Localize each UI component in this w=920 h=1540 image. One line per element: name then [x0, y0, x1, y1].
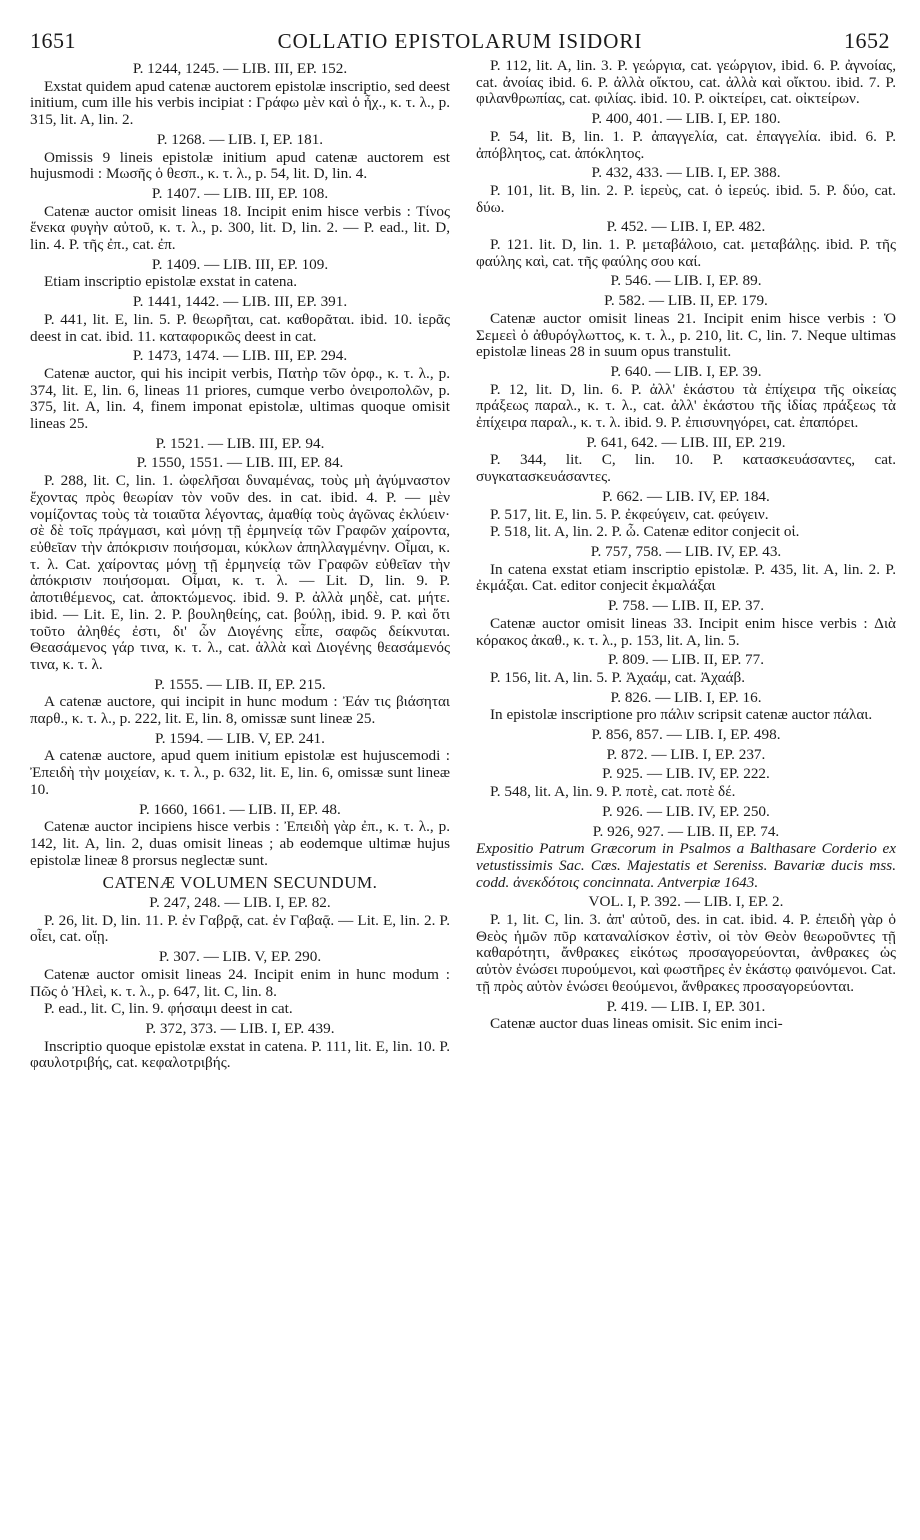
paragraph: In epistolæ inscriptione pro πάλιν scripsit catenæ auctor πάλαι.: [490, 706, 873, 724]
italic-paragraph: Expositio Patrum Græcorum in Psalmos a Balthasare Corderio ex vetustissimis Sac. Cæs. Majestatis et Sereniss. Bavariæ ducis mss. codd. ἀνεκδότοις concinnata. Antverpiæ 1643.: [476, 840, 896, 891]
left-column: [30, 58, 450, 1073]
paragraph: Catenæ auctor omisit lineas 24. Incipit enim in hunc modum : Πῶς ὁ Ἠλεὶ, κ. τ. λ., p. 647, lit. C, lin. 8.: [30, 965, 450, 1000]
entry-heading: P. 1268. — LIB. I, EP. 181.: [156, 130, 324, 148]
paragraph: P. 288, lit. C, lin. 1. ὠφελῆσαι δυναμένας, τοὺς μὴ ἀγύμναστον ἔχοντας πρὸς θεωρίαν τὸν νοῦν des. in cat. ibid. 4. P. — μὲν νομίζοντας τοὺς τὰ τοιαῦτα λέγοντας, ἀμαθίᾳ τοὺς ἀγῶνας ἐκλύειν· σὲ δὲ τοῖς πράγμασι, καὶ μόνῃ τῇ ἑρμηνείᾳ τῶν Γραφῶν χαίροντα, εὐθεῖαν τὴν ἀπόκρισιν ποιήσομαι, κύκλων ἀπηλλαγμένην. Οἶμαι, κ. τ. λ. Cat. χαίροντας μόνῃ τῇ ἑρμηνείᾳ τῶν Γραφῶν εὐθεῖαν τὴν ἀπόκρισιν ποιήσομαι. Οἶμαι, κ. τ. λ. — Lit. D, lin. 9. P. ἀποτιθέμενος, cat. ἀποκτώμενος. ibid. 9. P. ἀλλὰ μηδὲ, cat. μήτε. ibid. — Lit. E, lin. 2. P. βουληθείης, cat. βούλῃ, ibid. 9. P. καὶ ὅτι τοῦτο ἀληθές ἐστι, δι' ὧν Διογένης εἶπε, σαφῶς δείκνυται. Θεασάμενος γάρ τινα, κ. τ. λ., cat. ἀλλὰ καὶ Διογένης θεασάμενός τινα, κ. τ. λ.: [30, 472, 450, 673]
paragraph: P. 156, lit. A, lin. 5. P. Ἀχαάμ, cat. Ἀχαάβ.: [490, 668, 746, 686]
paragraph: Inscriptio quoque epistolæ exstat in catena. P. 111, lit. E, lin. 10. P. φαυλοτριβής, cat. κεφαλοτριβής.: [30, 1037, 450, 1072]
paragraph: P. 26, lit. D, lin. 11. P. ἐν Γαβρᾷ, cat. ἐν Γαβαᾷ. — Lit. E, lin. 2. P. οἶει, cat. οἴῃ.: [30, 911, 450, 946]
right-column: [476, 58, 896, 1034]
paragraph: Etiam inscriptio epistolæ exstat in catena.: [44, 273, 298, 291]
entry-heading: P. 641, 642. — LIB. III, EP. 219.: [586, 433, 786, 451]
entry-heading: P. 247, 248. — LIB. I, EP. 82.: [149, 894, 331, 912]
entry-heading: P. 1550, 1551. — LIB. III, EP. 84.: [136, 454, 344, 472]
paragraph: P. 12, lit. D, lin. 6. P. ἀλλ' ἑκάστου τὰ ἐπίχειρα τῆς οἰκείας πράξεως παραλ., κ. τ. λ., cat. ἀλλ' ἑκάστου τῆς ἰδίας πράξεως τὰ ἐπίχειρα παραλ., κ. τ. λ. ibid. 9. P. ἐπισυνηγόρει, cat. ἐπαπόρει.: [476, 380, 896, 432]
paragraph: P. 548, lit. A, lin. 9. P. ποτὲ, cat. ποτὲ δέ.: [490, 783, 736, 801]
paragraph: Catenæ auctor omisit lineas 33. Incipit enim hisce verbis : Διὰ κόρακος ἀκαθ., κ. τ. λ., p. 153, lit. A, lin. 5.: [476, 614, 896, 649]
entry-heading: P. 757, 758. — LIB. IV, EP. 43.: [590, 542, 782, 560]
entry-heading: P. 926, 927. — LIB. II, EP. 74.: [592, 822, 780, 840]
running-title: COLLATIO EPISTOLARUM ISIDORI: [277, 29, 643, 53]
entry-heading: P. 872. — LIB. I, EP. 237.: [606, 745, 766, 763]
paragraph: P. 112, lit. A, lin. 3. P. γεώργια, cat. γεώργιον, ibid. 6. P. ἀγνοίας, cat. ἀνοίας ibid. 6. P. ἀλλὰ οἴκτου, cat. ἀλλὰ καὶ οἴκτου. ibid. 7. P. φιλανθρωπίας, cat. φιλίας. ibid. 10. P. οἰκτείρει, cat. οἰκτείρων.: [476, 57, 896, 108]
entry-heading: P. 826. — LIB. I, EP. 16.: [610, 688, 762, 706]
entry-heading: P. 925. — LIB. IV, EP. 222.: [602, 765, 770, 783]
entry-heading: P. 307. — LIB. V, EP. 290.: [158, 948, 322, 966]
entry-heading: P. 400, 401. — LIB. I, EP. 180.: [591, 110, 781, 128]
paragraph: Exstat quidem apud catenæ auctorem epistolæ inscriptio, sed deest initium, cum ille his verbis incipiat : Γράφω μὲν καὶ ὁ ἦχ., κ. τ. λ., p. 315, lit. A, lin. 2.: [30, 77, 450, 129]
entry-heading: P. 926. — LIB. IV, EP. 250.: [602, 802, 770, 820]
entry-heading: P. 758. — LIB. II, EP. 37.: [607, 597, 765, 615]
paragraph: P. 121. lit. D, lin. 1. P. μεταβάλοιο, cat. μεταβάλῃς. ibid. P. τῆς φαύλης καὶ, cat. τῆς φαύλης σου καί.: [476, 236, 896, 270]
entry-heading: P. 1521. — LIB. III, EP. 94.: [155, 434, 325, 452]
paragraph: P. 54, lit. B, lin. 1. P. ἀπαγγελία, cat. ἐπαγγελία. ibid. 6. P. ἀπόβλητος, cat. ἀπόκλητος.: [476, 127, 896, 162]
paragraph: P. 517, lit. E, lin. 5. P. ἐκφεύγειν, cat. φεύγειν.: [490, 505, 769, 523]
entry-heading: P. 419. — LIB. I, EP. 301.: [606, 997, 766, 1015]
paragraph: P. 344, lit. C, lin. 10. P. κατασκευάσαντες, cat. συγκατασκευάσαντες.: [476, 451, 896, 486]
paragraph: P. 518, lit. A, lin. 2. P. ὦ. Catenæ editor conjecit οἱ.: [490, 523, 800, 541]
entry-heading: P. 1660, 1661. — LIB. II, EP. 48.: [139, 800, 341, 818]
entry-heading: P. 1555. — LIB. II, EP. 215.: [154, 675, 326, 693]
entry-heading: P. 582. — LIB. II, EP. 179.: [604, 292, 768, 310]
paragraph: Catenæ auctor, qui his incipit verbis, Πατὴρ τῶν ὀρφ., κ. τ. λ., p. 374, lit. E, lin. 6, lineas 11 priores, cumque verbo ὀνειροπολῶν, p. 375, lit. A, lin. 4, finem imponat epistolæ, ultimas quoque omisit lineas 25.: [30, 364, 450, 433]
entry-heading: P. 1409. — LIB. III, EP. 109.: [151, 255, 329, 273]
entry-heading: P. 432, 433. — LIB. I, EP. 388.: [591, 164, 781, 182]
page-number-right: 1652: [844, 28, 890, 53]
paragraph: Omissis 9 lineis epistolæ initium apud catenæ auctorem est hujusmodi : Μωσῆς ὁ θεσπ., κ. τ. λ., p. 54, lit. D, lin. 4.: [30, 148, 450, 183]
paragraph: P. 101, lit. B, lin. 2. P. ἱερεὺς, cat. ὁ ἱερεύς. ibid. 5. P. δύο, cat. δύω.: [476, 181, 896, 216]
entry-heading: P. 662. — LIB. IV, EP. 184.: [602, 487, 770, 505]
page-header: [30, 20, 890, 54]
entry-heading: P. 1407. — LIB. III, EP. 108.: [151, 184, 329, 202]
entry-heading: P. 640. — LIB. I, EP. 39.: [610, 362, 762, 380]
entry-heading: P. 856, 857. — LIB. I, EP. 498.: [591, 726, 781, 744]
paragraph: Catenæ auctor duas lineas omisit. Sic enim inci-: [490, 1015, 783, 1033]
entry-heading: P. 1244, 1245. — LIB. III, EP. 152.: [132, 60, 348, 77]
entry-heading: P. 1473, 1474. — LIB. III, EP. 294.: [132, 347, 348, 365]
paragraph: In catena exstat etiam inscriptio epistolæ. P. 435, lit. A, lin. 2. P. ἐκμάξαι. Cat. editor conjecit ἐκμαλάξαι: [476, 560, 896, 595]
paragraph: P. ead., lit. C, lin. 9. φήσαιμι deest in cat.: [44, 1000, 293, 1018]
section-heading: CATENÆ VOLUMEN SECUNDUM.: [102, 873, 378, 893]
entry-heading: P. 1441, 1442. — LIB. III, EP. 391.: [132, 293, 348, 311]
paragraph: A catenæ auctore, apud quem initium epistolæ est hujuscemodi : Ἐπειδὴ τὴν μοιχείαν, κ. τ. λ., p. 632, lit. E, lin. 6, omissæ sunt lineæ 10.: [30, 747, 450, 798]
entry-heading: VOL. I, P. 392. — LIB. I, EP. 2.: [588, 893, 784, 911]
paragraph: P. 441, lit. E, lin. 5. P. θεωρῆται, cat. καθορᾶται. ibid. 10. ἱερᾶς deest in cat. ibid. 11. καταφορικῶς deest in cat.: [30, 310, 450, 345]
entry-heading: P. 809. — LIB. II, EP. 77.: [607, 651, 765, 669]
paragraph: Catenæ auctor omisit lineas 21. Incipit enim hisce verbis : Ὁ Σεμεεὶ ὁ ἀθυρόγλωττος, κ. τ. λ., p. 210, lit. C, lin. 7. Neque ultimas epistolæ lineas 28 in suum opus transtulit.: [476, 309, 896, 361]
paragraph: P. 1, lit. C, lin. 3. ἀπ' αὐτοῦ, des. in cat. ibid. 4. P. ἐπειδὴ γὰρ ὁ Θεὸς ἡμῶν πῦρ καταναλίσκον ἐστὶν, οἱ τὸν Θεὸν θεωροῦντες τῇ καθαρότητι, ἄνθρακες εἰκότως προσαγορεύονται, ἀνθρακες ὡς αὐτὸν ἐνώσει πυρούμενοι, καὶ φωστῆρες ἐν ἑκάστῳ φαινόμενοι. Cat. τῇ πρὸς αὐτὸν ἑνώσει θεούμενοι, ἄνθρακες προσαγορεύονται.: [476, 911, 896, 995]
entry-heading: P. 372, 373. — LIB. I, EP. 439.: [145, 1019, 335, 1037]
paragraph: Catenæ auctor omisit lineas 18. Incipit enim hisce verbis : Τίνος ἕνεκα φυγὴν αὐτοῦ, κ. τ. λ., p. 300, lit. D, lin. 2. — P. ead., lit. D, lin. 4. P. τῆς ἐπ., cat. ἐπ.: [30, 202, 450, 254]
page-number-left: 1651: [30, 28, 76, 53]
paragraph: Catenæ auctor incipiens hisce verbis : Ἐπειδὴ γὰρ ἐπ., κ. τ. λ., p. 142, lit. A, lin. 2, duas omisit lineas ; ab eodemque ultimæ hujus epistolæ lineæ 8 prorsus neglectæ sunt.: [30, 818, 450, 869]
entry-heading: P. 546. — LIB. I, EP. 89.: [610, 272, 762, 290]
paragraph: A catenæ auctore, qui incipit in hunc modum : Ἐάν τις βιάσηται παρθ., κ. τ. λ., p. 222, lit. E, lin. 8, omissæ sunt lineæ 25.: [30, 693, 450, 728]
entry-heading: P. 452. — LIB. I, EP. 482.: [606, 218, 766, 236]
entry-heading: P. 1594. — LIB. V, EP. 241.: [155, 729, 325, 747]
